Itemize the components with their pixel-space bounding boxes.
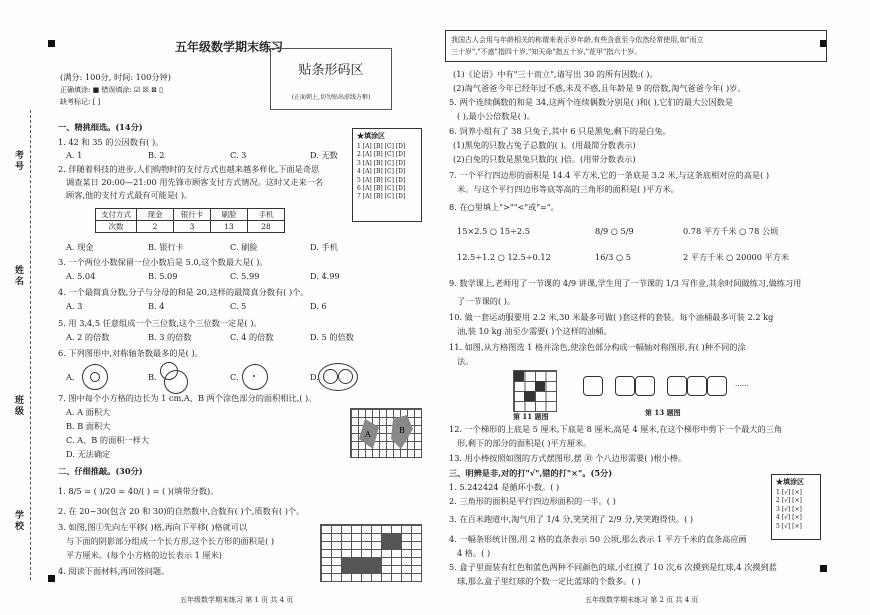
f3-text-1: 3. 如图,图①先向左平移( )格,再向下平移( )格就可以	[58, 522, 248, 532]
q3-option-b: B. 5.09	[148, 271, 178, 281]
page-footer: 五年级数学期末练习 第 1 页 共 4 页	[180, 596, 294, 604]
f1-text: 1. 8/5 = ( )/20 = 40/( ) = ( )(填带分数)。	[58, 486, 219, 496]
table-cell: 手机	[248, 209, 285, 221]
side-label-school: 学校	[13, 510, 23, 532]
figure-center-dot	[253, 375, 255, 377]
j4-text: 4. 一幅条形统计图,用 2 格的直条表示 50 公顷,那么表示 1 平方千米的直条高应画	[449, 534, 747, 544]
fill-area	[352, 128, 422, 222]
side-label-exam-no: 考号	[13, 150, 23, 172]
q4-sub-2: (2)淘气爸爸今年已经年过不惑,未及不惑,且年龄是 9 的倍数,淘气爸爸今年( )岁。	[453, 83, 746, 93]
j5-text: 5. 盒子里面装有红色和蓝色两种不同颜色的球,小红摸了 10 次,6 次摸到是红球,4 次摸到蓝	[449, 562, 777, 572]
f3-text-2: 与下面的阴影部分组成一个长方形,这个长方形的面积是( )	[66, 536, 275, 546]
f4-text: 4. 阅读下面材料,再回答问题。	[58, 566, 170, 576]
barcode-note: (正面朝上,切勿贴出虚线方框)	[291, 94, 371, 101]
q7-shapes	[351, 409, 421, 457]
j4-text-2: 4 格。( )	[457, 548, 491, 558]
figure-eye-left	[323, 369, 338, 384]
judgement-fill-area	[771, 474, 821, 540]
page-title: 五年级数学期末练习	[175, 40, 284, 54]
q2-option-d: D. 手机	[310, 242, 338, 252]
octagon-figure	[635, 376, 655, 396]
q1-text: 1. 42 和 35 的公因数有( )。	[58, 137, 164, 147]
q6-text: 6. 下列图形中,对称轴条数最多的是( )。	[58, 348, 203, 358]
compare-item: 2 平方千米 ○ 20000 平方米	[683, 252, 790, 262]
corner-mark	[48, 575, 55, 582]
table-cell: 现金	[137, 209, 174, 221]
table-cell: 13	[211, 221, 248, 233]
q10-text-2: 油,装 10 kg 油至少需要( )个这样的油桶。	[457, 326, 612, 336]
payment-value-row	[96, 221, 285, 233]
q1-option-a: A. 1	[66, 150, 83, 160]
q2-text-2: 调查某日 20:00—21:00 用先锋市顾客支付方式情况。这时又走来一名	[66, 177, 324, 187]
shaded-cell	[524, 391, 535, 401]
f2-text: 2. 在 20~30(包含 20 和 30)的自然数中,合数有( )个,质数有( )个。	[58, 506, 305, 516]
fill-example: 正确填涂: ■ 错误填涂: ☑ ☒ ⊠ ▯	[60, 86, 163, 94]
shaded-cell	[535, 381, 545, 391]
q2-text-1: 2. 伴随着科技的进步,人们购物时的支付方式也越来越多样化,下面是奇思	[58, 164, 320, 174]
q7-text-2: 米。与这个平行四边形等底等高的三角形的面积是( )平方米。	[457, 184, 679, 194]
compare-item: 0.78 平方千米 ○ 78 公顷	[683, 226, 779, 236]
q5-option-d: D. 5 的倍数	[310, 332, 354, 342]
q6-text: 6. 饲养小组有了 38 只兔子,其中 6 只是黑兔,剩下的是白兔。	[449, 126, 671, 136]
q5-option-a: A. 2 的倍数	[66, 332, 110, 342]
fill-row[interactable]: 5 [A] [B] [C] [D]	[357, 176, 406, 184]
f3-text-3: 平方厘米。(每个小方格的边长表示 1 厘米)	[66, 550, 222, 560]
table-cell: 刷脸	[211, 209, 248, 221]
q2-option-a: A. 现金	[66, 242, 94, 252]
q10-text: 10. 做一套运动服要用 2.2 米,30 米最多可做( )套这样的套装。每个油桶最多可装 2.2 kg	[449, 312, 774, 322]
q7-grid-figure	[350, 408, 422, 458]
j3-text: 3. 在百米跑道中,淘气用了 1/4 分,笑笑用了 2/9 分,笑笑跑得快。( )	[449, 514, 694, 524]
j1-text: 1. 5.242424 是循环小数。( )	[449, 482, 560, 492]
q4-sub-1: (1)《论语》中有"三十而立",请写出 30 的所有因数:( )。	[453, 69, 658, 79]
fill-row[interactable]: 2 [A] [B] [C] [D]	[357, 151, 406, 159]
q2-text-3: 顾客,他的支付方式最有可能是( )。	[66, 190, 193, 200]
q6-option-b: B.	[148, 372, 157, 382]
absence-mark: 缺考标记: [ ]	[60, 98, 101, 106]
q12-text-2: 形,剩下的部分的面积是( )平方厘米。	[457, 438, 592, 448]
q7-option-b: B. B 面积大	[66, 421, 111, 431]
figure-eye-right	[338, 369, 353, 384]
j5-text-2: 球,那么盒子里红球的个数一定比蓝球的个数多。( )	[457, 576, 641, 586]
fill-row[interactable]: 3 [√] [×]	[776, 505, 802, 513]
fill-row[interactable]: 5 [√] [×]	[776, 522, 802, 530]
q11-text-2: 法。	[457, 356, 474, 366]
payment-table	[95, 208, 285, 233]
q1-option-d: D. 无数	[310, 150, 338, 160]
table-cell: 2	[137, 221, 174, 233]
octagon-figure	[687, 376, 707, 396]
section-3-heading: 三、明辨是非,对的打"√",错的打"×"。(5分)	[449, 468, 613, 478]
shape-b-label: B	[399, 426, 405, 435]
table-cell: 次数	[96, 221, 137, 233]
q8-text: 8. 在○里填上">""<"或"="。	[449, 202, 559, 212]
q6-option-c: C.	[230, 372, 239, 382]
q2-option-c: C. 刷脸	[230, 242, 258, 252]
q7-option-a: A. A 面积大	[66, 407, 111, 417]
fill-row[interactable]: 7 [A] [B] [C] [D]	[357, 193, 406, 201]
q7-text: 7. 一个平行四边形的面积是 14.4 平方米,它的一条底是 3.2 米,与这条底相对应的高是( )	[449, 170, 770, 180]
barcode-title: 贴条形码区	[298, 63, 364, 78]
q5-text: 5. 两个连续偶数的和是 34,这两个连续偶数分别是( )和( ),它们的最大公因数是	[449, 97, 734, 107]
section-1-heading: 一、精挑细选。(14分)	[58, 122, 143, 132]
compare-item: 15×2.5 ○ 15÷2.5	[457, 226, 530, 236]
octagon-figure	[707, 376, 727, 396]
q5-option-b: B. 3 的倍数	[148, 332, 192, 342]
fill-row[interactable]: 4 [√] [×]	[776, 514, 802, 522]
octagon-figure	[583, 376, 603, 396]
table-cell: 银行卡	[174, 209, 211, 221]
q5-option-c: C. 4 的倍数	[230, 332, 274, 342]
shape-a-label: A	[365, 430, 371, 439]
q11-text: 11. 如图,从方格图选 1 格并涂色,使涂色部分构成一幅轴对称图形,有( )种不同的涂	[449, 342, 746, 352]
q4-option-a: A. 3	[66, 301, 83, 311]
q2-option-b: B. 银行卡	[148, 242, 184, 252]
intro-line-1: 我国古人会用与年龄相关的称谓来表示岁年龄,有些含意至今依然经常使用,如"而立	[451, 36, 704, 44]
table-cell: 支付方式	[96, 209, 137, 221]
fill-row[interactable]: 2 [√] [×]	[776, 497, 802, 505]
q3-text: 3. 一个两位小数保留一位小数后是 5.0,这个数最大是( )。	[58, 257, 268, 267]
ellipsis-mark: ……	[735, 380, 749, 388]
q13-caption: 第 13 题图	[645, 408, 681, 417]
q5-text-2: ( ),最小公倍数是( )。	[457, 111, 535, 121]
fill-row[interactable]: 1 [A] [B] [C] [D]	[357, 143, 406, 150]
binding-line	[30, 110, 31, 580]
q7-text: 7. 图中每个小方格的边长为 1 cm,A、B 两个涂色部分的面积相比,( )。	[58, 393, 317, 403]
figure-circle-with-dot	[242, 364, 268, 390]
q9-text: 9. 数学课上,老师用了一节课的 4/9 讲课,学生用了一节课的 1/3 写作业,其余时间做练习,做练习用	[449, 278, 802, 288]
page-footer: 五年级数学期末练习 第 2 页 共 4 页	[585, 596, 699, 604]
q1-option-b: B. 2	[148, 150, 165, 160]
q4-option-c: C. 5	[230, 301, 247, 311]
q6-option-d: D.	[310, 372, 319, 382]
fill-area-title: ★填涂区	[357, 131, 385, 140]
q5-text: 5. 用 3,4,5 任意组成一个三位数,这个三位数一定是( )。	[58, 318, 262, 328]
q12-text: 12. 一个梯形的上底是 5 厘米,下底是 8 厘米,高是 4 厘米,在这个梯形中剪下一个最大的三角	[449, 424, 783, 434]
q7-option-c: C. A、B 的面积一样大	[66, 435, 150, 445]
fill-area-title: ★填涂区	[776, 477, 804, 486]
q6-sub-2: (2)白兔的只数是黑兔只数的( )倍。(用带分数表示)	[453, 154, 636, 164]
barcode-area	[270, 48, 392, 110]
q6-sub-1: (1)黑兔的只数占兔子总数的( )。(用最简分数表示)	[453, 140, 636, 150]
q7-option-d: D. 无法确定	[66, 449, 111, 459]
q11-grid-figure	[513, 370, 557, 412]
figure-1	[381, 533, 401, 549]
right-page	[435, 0, 870, 615]
q9-text-2: 了一节课的( )。	[457, 296, 516, 306]
shaded-cell	[514, 371, 524, 381]
q6-option-a: A.	[66, 372, 75, 382]
q1-option-c: C. 3	[230, 150, 247, 160]
fill-row[interactable]: 1 [√] [×]	[776, 489, 802, 496]
octagon-figure	[615, 376, 635, 396]
q3-option-c: C. 5.99	[230, 271, 260, 281]
q4-option-d: D. 6	[310, 301, 327, 311]
q4-option-b: B. 4	[148, 301, 165, 311]
corner-mark	[48, 40, 55, 47]
j2-text: 2. 三角形的面积是平行四边形面积的一半。( )	[449, 496, 616, 506]
side-label-name: 姓名	[13, 265, 23, 287]
q4-text: 4. 一个最简真分数,分子与分母的和是 20,这样的最简真分数有( )个。	[58, 287, 309, 297]
q13-text: 13. 用小棒按照如图的方式摆图形,摆 ⑩ 个八边形需要( )根小棒。	[449, 453, 687, 463]
table-cell: 3	[174, 221, 211, 233]
corner-mark	[820, 565, 827, 572]
compare-item: 8/9 ○ 5/9	[595, 226, 634, 236]
q11-caption: 第 11 题图	[513, 412, 549, 421]
figure-large-circle	[164, 370, 188, 394]
compare-item: 12.5÷1.2 ○ 12.5÷0.12	[457, 252, 551, 262]
q3-option-d: D. 4.99	[310, 271, 340, 281]
fill-row[interactable]: 4 [A] [B] [C] [D]	[357, 168, 406, 176]
exam-meta: (满分: 100分, 时间: 100分钟)	[60, 72, 171, 82]
section-2-heading: 二、仔细推敲。(30分)	[58, 466, 143, 476]
figure-inner-circle	[90, 372, 100, 382]
payment-header-row	[96, 209, 285, 221]
intro-line-2: 三十岁","不惑"指四十岁,"知天命"指五十岁,"花甲"指六十岁。	[451, 48, 642, 56]
f3-grid-figure	[320, 524, 422, 582]
table-cell: 28	[248, 221, 285, 233]
octagon-figure	[667, 376, 687, 396]
shaded-region	[341, 557, 381, 573]
side-label-class: 班级	[13, 395, 23, 417]
compare-item: 16/3 ○ 5	[595, 252, 631, 262]
fill-row[interactable]: 6 [A] [B] [C] [D]	[357, 185, 406, 193]
fill-row[interactable]: 3 [A] [B] [C] [D]	[357, 159, 406, 167]
q3-option-a: A. 5.04	[66, 271, 96, 281]
